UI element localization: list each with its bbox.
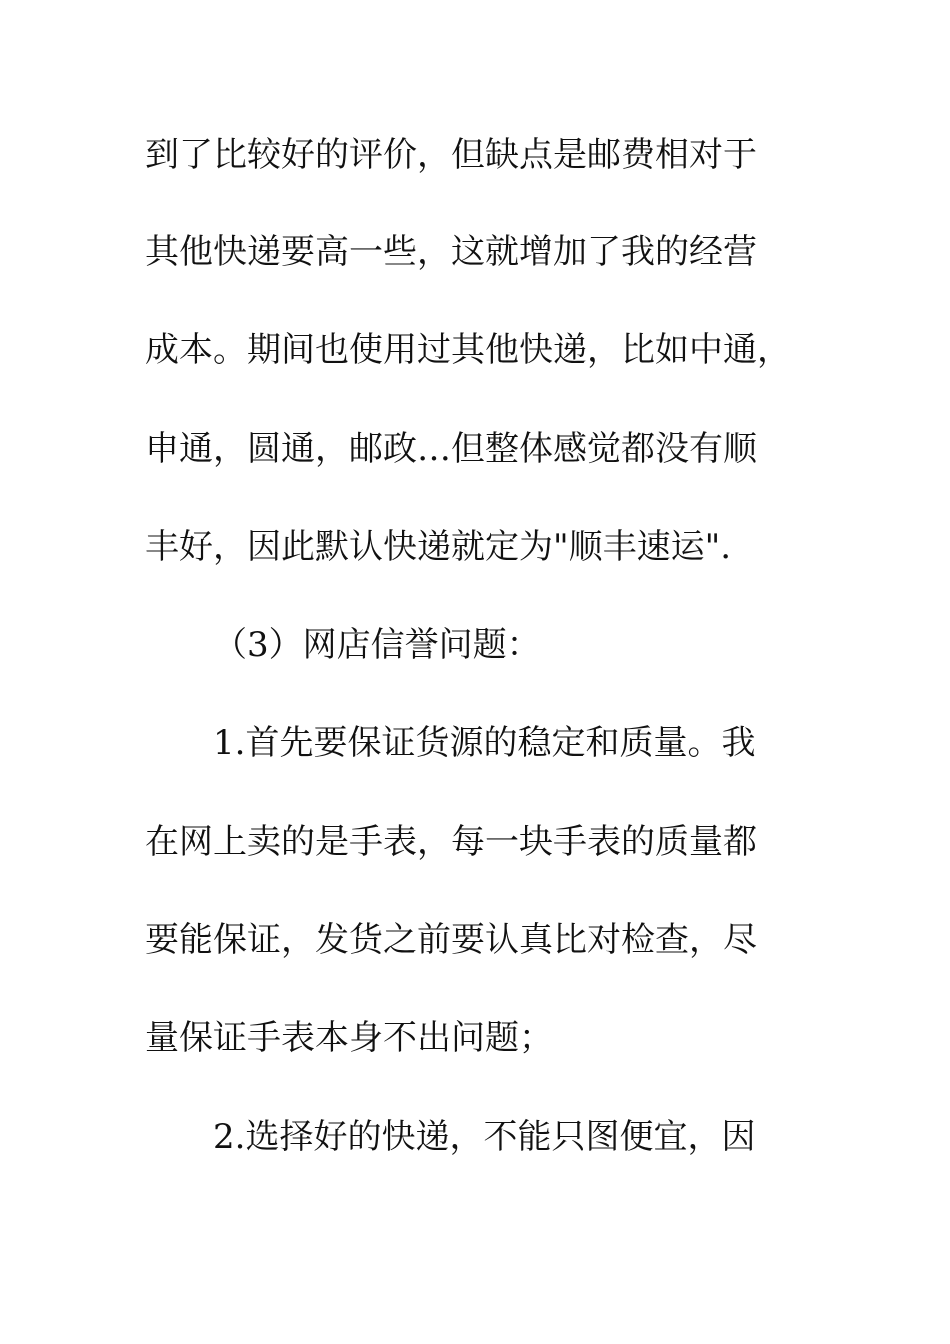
list-item-1-line-4: 量保证手表本身不出问题； [145,1018,553,1058]
text-line-5: 丰好，因此默认快递就定为"顺丰速运". [145,527,732,567]
text-line-4: 申通，圆通，邮政…但整体感觉都没有顺 [145,429,757,469]
list-item-1-line-2: 在网上卖的是手表，每一块手表的质量都 [145,822,757,862]
section-heading: （3）网店信誉问题： [213,625,541,665]
text-line-2: 其他快递要高一些，这就增加了我的经营 [145,232,757,272]
list-item-1-line-1: 1.首先要保证货源的稳定和质量。我 [213,723,756,763]
list-item-1-line-3: 要能保证，发货之前要认真比对检查，尽 [145,920,757,960]
text-line-1: 到了比较好的评价，但缺点是邮费相对于 [145,135,757,175]
list-item-2-line-1: 2.选择好的快递，不能只图便宜，因 [213,1117,756,1157]
text-line-3: 成本。期间也使用过其他快递，比如中通， [145,330,791,370]
